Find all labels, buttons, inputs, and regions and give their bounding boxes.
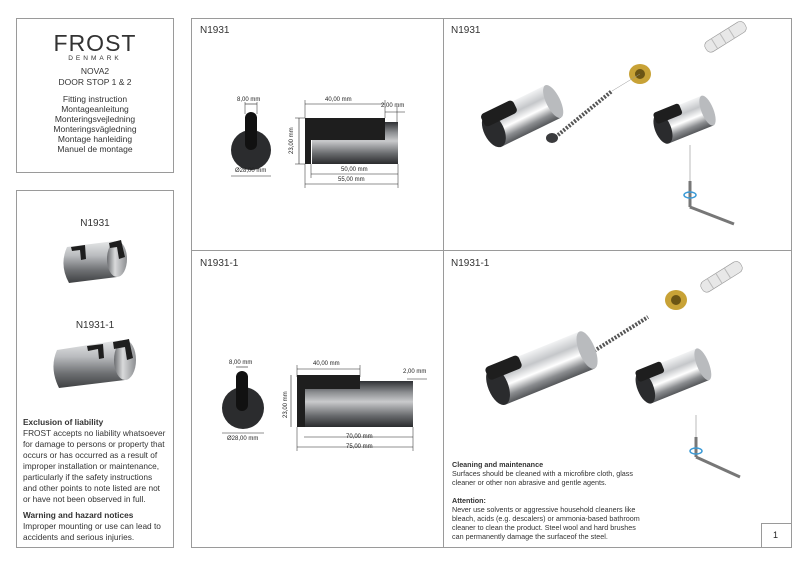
frost-logo [16,30,174,62]
liability-line: occurs or has occurred as a result of [23,450,158,460]
dim-diameter-28: Ø28,00 mm [227,436,259,442]
instruction-lang: Monteringsvejledning [54,114,136,124]
cleaning-title: Cleaning and maintenance [452,460,544,469]
dim-width-50: 50,00 mm [341,167,368,173]
model-label-b: N1931-1 [75,320,115,331]
dim-height-23: 23,00 mm [289,127,295,154]
dim-width-70: 70,00 mm [346,434,373,440]
brand-country: DENMARK [68,55,122,62]
attention-line: bleach, acids (e.g. descalers) or ammonia-based bathroom [452,514,640,523]
instruction-lang: Manuel de montage [57,144,133,154]
warning-line: accidents and serious injuries. [23,532,135,542]
product-line2: DOOR STOP 1 & 2 [58,77,132,87]
instruction-lang: Monteringsvägledning [53,124,137,134]
attention-line: Never use solvents or aggressive household cleaners like [452,505,636,514]
dim-height-23: 23,00 mm [283,391,289,418]
panel-title-bl: N1931-1 [200,258,239,269]
dim-width-8: 8,00 mm [237,97,261,103]
liability-line: or have not been observed in full. [23,494,146,504]
attention-title: Attention: [452,496,486,505]
instruction-lang: Fitting instruction [62,94,128,104]
dim-diameter-28: Ø28,00 mm [235,168,267,174]
dim-width-40: 40,00 mm [325,97,352,103]
instruction-lang: Montageanleitung [61,104,129,114]
warning-line: Improper mounting or use can lead to [23,521,161,531]
dim-width-75: 75,00 mm [346,444,373,450]
liability-line: and other points to note listed are not [23,483,160,493]
liability-line: improper installation or maintenance, [23,461,160,471]
panel-title-br: N1931-1 [451,258,490,269]
liability-title: Exclusion of liability [23,417,104,427]
cleaning-line: Surfaces should be cleaned with a microfibre cloth, glass [452,469,633,478]
dim-width-8: 8,00 mm [229,360,253,366]
model-label-a: N1931 [80,218,110,229]
product-image-b [47,336,143,392]
panel-title-tl: N1931 [200,25,230,36]
assembly-drawing-b [444,251,791,461]
dim-width-40: 40,00 mm [313,361,340,367]
page-number: 1 [773,530,779,540]
liability-line: FROST accepts no liability whatsoever [23,428,166,438]
brand-name: FROST [53,30,137,56]
product-line1: NOVA2 [80,66,110,76]
dim-width-2: 2,00 mm [381,103,405,109]
assembly-drawing-a [444,19,791,250]
liability-line: for damage to persons or property that [23,439,165,449]
dim-width-2: 2,00 mm [403,369,427,375]
warning-title: Warning and hazard notices [23,510,134,520]
liability-line: particularly if the safety instructions [23,472,153,482]
instruction-lang: Montage hanleiding [57,134,133,144]
cleaning-line: cleaner or other non abrasive and gentle agents. [452,478,607,487]
attention-line: cleaner to clean the product. Steel wool and hard brushes [452,523,636,532]
product-image-a [55,237,135,289]
tech-drawing-a [191,18,443,250]
dim-width-55: 55,00 mm [338,177,365,183]
panel-title-tr: N1931 [451,25,481,36]
attention-line: can permanently damage the surfaceof the steel. [452,532,608,541]
